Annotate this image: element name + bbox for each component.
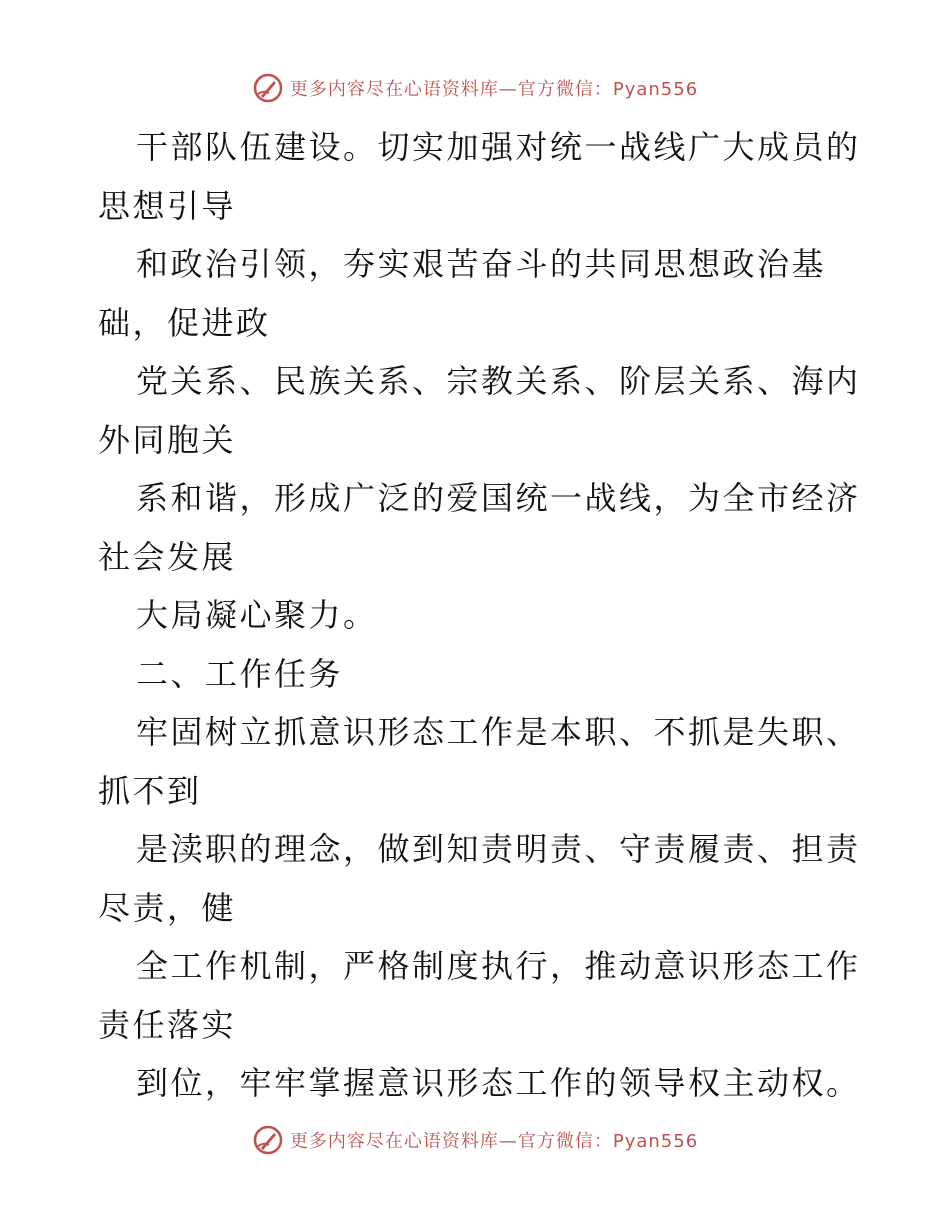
text-line: 础，促进政 (98, 303, 271, 342)
text-line: 是渎职的理念，做到知责明责、守责履责、担责 (136, 830, 861, 868)
text-line: 到位，牢牢掌握意识形态工作的领导权主动权。 (136, 1064, 861, 1102)
text-line: 责任落实 (98, 1005, 237, 1044)
text-line: 外同胞关 (98, 420, 237, 459)
text-line: 干部队伍建设。切实加强对统一战线广大成员的 (136, 128, 861, 166)
text-line: 二、工作任务 (136, 654, 344, 693)
footer-watermark (0, 1124, 950, 1156)
text-line: 尽责，健 (98, 888, 237, 927)
watermark-text: 更多内容尽在心语资料库—官方微信：Pyan556 (289, 79, 699, 100)
document-body (98, 118, 861, 1113)
text-line: 系和谐，形成广泛的爱国统一战线，为全市经济 (136, 479, 861, 517)
text-line: 和政治引领，夯实艰苦奋斗的共同思想政治基 (136, 245, 827, 283)
quill-logo-icon (252, 1124, 284, 1156)
text-line: 全工作机制，严格制度执行，推动意识形态工作 (136, 947, 861, 985)
text-line: 大局凝心聚力。 (136, 596, 378, 634)
watermark-text: 更多内容尽在心语资料库—官方微信：Pyan556 (289, 1131, 699, 1152)
text-line: 抓不到 (98, 771, 202, 810)
text-line: 思想引导 (98, 186, 237, 225)
text-line: 牢固树立抓意识形态工作是本职、不抓是失职、 (136, 713, 861, 751)
text-line: 社会发展 (98, 537, 237, 576)
quill-logo-icon (252, 72, 284, 104)
text-line: 党关系、民族关系、宗教关系、阶层关系、海内 (136, 362, 861, 400)
header-watermark (0, 72, 950, 104)
